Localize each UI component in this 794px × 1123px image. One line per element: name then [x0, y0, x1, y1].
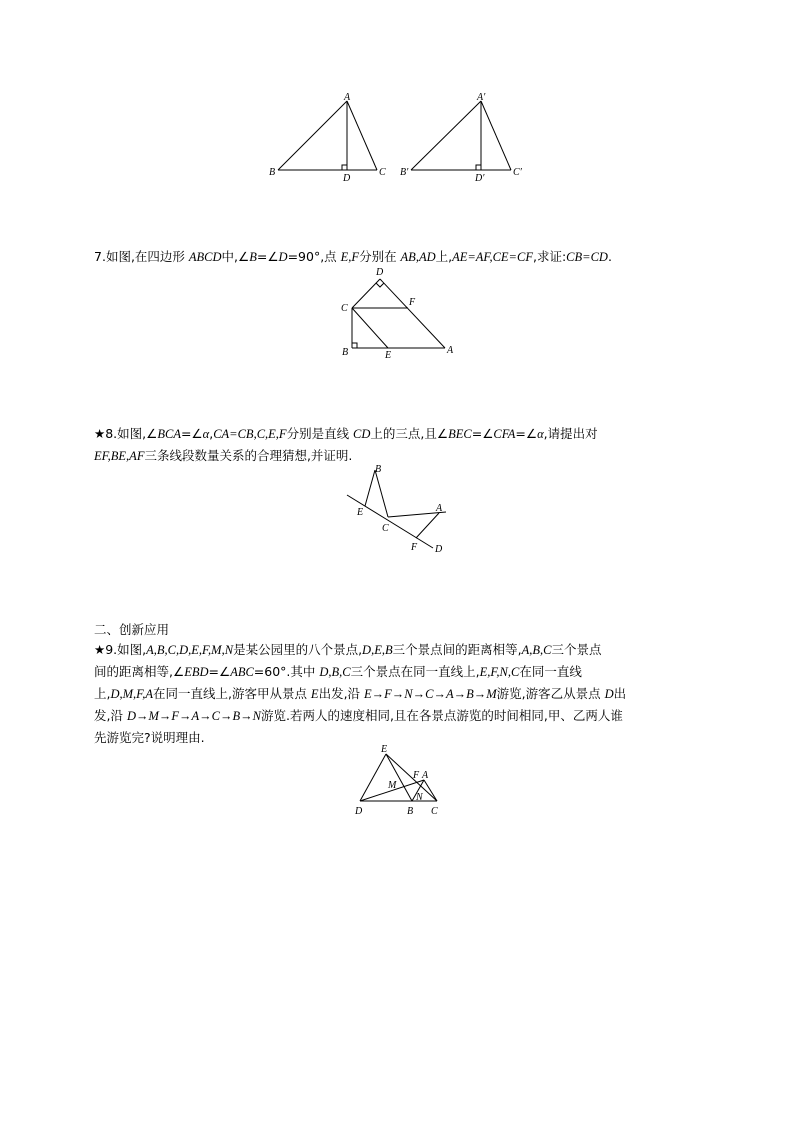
- problem-9-text: ★9.如图,A,B,C,D,E,F,M,N是某公园里的八个景点,D,E,B三个景点间的距离相等,A,B,C三个景点 间的距离相等,∠EBD=∠ABC=60°.其中 D,B,C三个景点在同一直线上,E,F,N,C在同一直线 上,D,M,F,A在同一直线上,游客甲从景点 E出发,沿 E→F→N→C→A→B→M游览,游客乙从景点 D出 发,沿 D→M→F→A→C→B→N游览.若两人的速度相同,且在各景点游览的时间相同,甲、乙两人谁 先游览完?说明理由.: [94, 642, 627, 745]
- label-B: B: [375, 464, 382, 475]
- star-icon: ★: [94, 426, 106, 441]
- label-B: B: [407, 806, 414, 817]
- label-D: D: [376, 267, 384, 278]
- label-C-prime: C′: [513, 167, 522, 178]
- label-A: A: [344, 92, 351, 103]
- label-A: A: [447, 345, 454, 356]
- problem-8-text: ★8.如图,∠BCA=∠α,CA=CB,C,E,F分别是直线 CD上的三点,且∠BEC=∠CFA=∠α,请提出对 EF,BE,AF三条线段数量关系的合理猜想,并证明.: [94, 426, 598, 463]
- problem-7-text: 7.如图,在四边形 ABCD中,∠B=∠D=90°,点 E,F分别在 AB,AD上,AE=AF,CE=CF,求证:CB=CD.: [94, 249, 612, 264]
- figure-triangles-abc: [255, 90, 545, 185]
- label-B: B: [269, 167, 276, 178]
- star-icon: ★: [94, 642, 106, 657]
- label-F: F: [409, 297, 416, 308]
- figure-quadrilateral-abcd: [335, 265, 465, 360]
- label-D: D: [355, 806, 363, 817]
- label-C: C: [379, 167, 386, 178]
- section-title: 二、创新应用: [94, 622, 170, 637]
- label-E: E: [357, 507, 364, 518]
- label-F: F: [413, 770, 420, 781]
- label-D: D: [343, 173, 351, 184]
- label-D: D: [435, 544, 443, 555]
- label-C: C: [382, 523, 389, 534]
- label-A-prime: A′: [477, 92, 486, 103]
- figure-lines-ecd: [340, 462, 455, 557]
- label-E: E: [385, 350, 392, 361]
- label-N: N: [416, 792, 423, 803]
- label-A: A: [436, 503, 443, 514]
- label-C: C: [431, 806, 438, 817]
- label-F: F: [411, 542, 418, 553]
- label-M: M: [388, 780, 397, 791]
- label-B-prime: B′: [400, 167, 409, 178]
- figure-equilateral-triangles: [350, 740, 450, 820]
- label-A: A: [422, 770, 429, 781]
- label-B: B: [342, 347, 349, 358]
- label-C: C: [341, 303, 348, 314]
- label-E: E: [381, 744, 388, 755]
- label-D-prime: D′: [475, 173, 485, 184]
